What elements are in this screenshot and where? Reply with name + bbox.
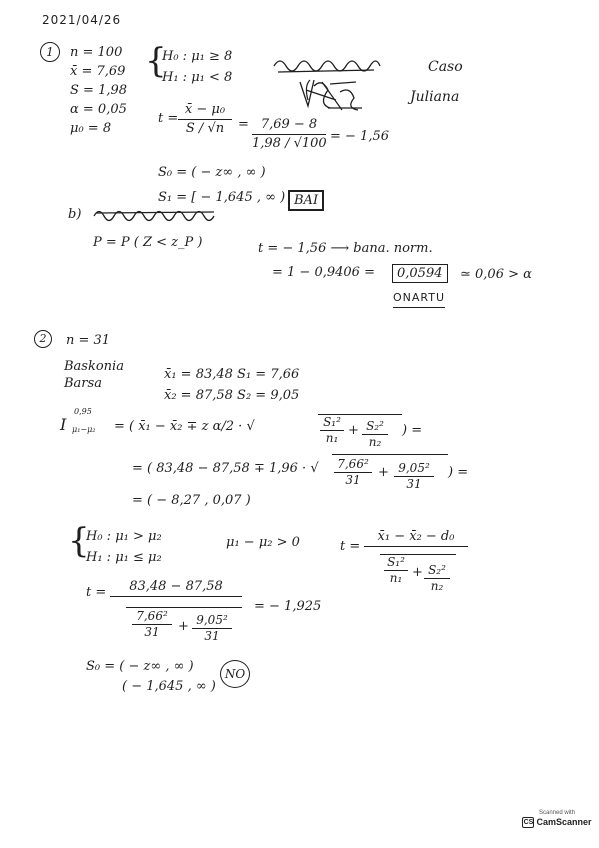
q1-given-s: S = 1,98 [70, 83, 128, 98]
q2-ci-line-2: = ( 83,48 − 87,58 ∓ 1,96 · √ [132, 461, 319, 476]
plus-sign: + [178, 619, 189, 634]
numerator: 9,05² [398, 461, 430, 475]
fraction-bar [252, 134, 326, 135]
q2-team-1: Baskonia [64, 359, 124, 374]
q2-difference: μ₁ − μ₂ > 0 [226, 535, 300, 550]
q1-answer-bai: BAI [288, 190, 324, 211]
q1-h1: H₁ : μ₁ < 8 [162, 70, 233, 85]
q2-team-2: Barsa [64, 376, 102, 391]
q2-t-calc [110, 580, 242, 599]
scribble-icon [92, 204, 218, 222]
q2-ci-frac-1 [320, 416, 344, 445]
q2-s1: ( − 1,645 , ∞ ) [122, 679, 216, 694]
q2-t-calc-label: t = [86, 585, 107, 600]
scribble-icon [270, 52, 382, 120]
q1-s1: S₁ = [ − 1,645 , ∞ ) [158, 190, 286, 205]
denominator: 31 [406, 477, 422, 492]
q1-p-value: 0,0594 [392, 264, 448, 283]
q1-h0: H₀ : μ₁ ≥ 8 [162, 49, 233, 64]
q1-p-calc: = 1 − 0,9406 = [272, 265, 375, 280]
plus-sign: + [412, 565, 423, 580]
numerator: 83,48 − 87,58 [129, 579, 223, 594]
plus-sign: + [378, 465, 389, 480]
q2-ci-formula: = ( x̄₁ − x̄₂ ∓ z α/2 · √ [114, 419, 255, 434]
q2-ci-label: I [60, 415, 67, 434]
q1-t-denominator: S / √n [185, 121, 225, 137]
q2-t-label: t = [340, 539, 361, 554]
numerator: S₂² [428, 563, 446, 577]
q1-t-arrow: t = − 1,56 ⟶ bana. norm. [258, 241, 433, 256]
q1-t-den-values: 1,98 / √100 [252, 136, 327, 152]
question-2-number: 2 [34, 330, 52, 348]
denominator: n₁ [389, 571, 403, 586]
q2-ci-frac-2 [362, 420, 388, 449]
q2-n: n = 31 [66, 333, 111, 348]
page-date: 2021/04/26 [42, 13, 122, 27]
q1-t-result: = − 1,56 [330, 129, 389, 144]
brace-icon: { [145, 41, 167, 81]
badge-brand-name: CamScanner [536, 817, 592, 827]
numerator: S₂² [366, 419, 384, 433]
q1-p-formula: P = P ( Z < z_P ) [93, 235, 203, 250]
q1-part-b: b) [68, 207, 82, 222]
badge-caption: Scanned with [538, 810, 576, 816]
brace-icon: { [68, 521, 90, 561]
denominator: n₂ [368, 435, 382, 450]
q2-row-1: x̄₁ = 83,48 S₁ = 7,66 [164, 367, 300, 382]
camscanner-badge [519, 810, 595, 840]
q2-t-calc-frac-1 [132, 610, 172, 639]
q2-ci2-frac-2 [394, 462, 434, 491]
denominator: n₁ [325, 431, 339, 446]
q1-p-compare: ≃ 0,06 > α [460, 267, 532, 282]
q2-t-result: = − 1,925 [254, 599, 322, 614]
q2-s0: S₀ = ( − z∞ , ∞ ) [86, 659, 194, 674]
q2-ci-parameter: μ₁−μ₂ [72, 425, 96, 434]
sqrt-bar [332, 454, 448, 455]
q1-given-mu0: μ₀ = 8 [70, 121, 112, 136]
denominator: 31 [345, 473, 361, 488]
q2-answer-no: NO [220, 660, 250, 688]
q2-h0: H₀ : μ₁ > μ₂ [86, 529, 162, 544]
q1-t-numerator: x̄ − μ₀ [184, 102, 226, 117]
camscanner-logo-icon: CS [523, 819, 534, 827]
q2-ci-level: 0,95 [74, 407, 92, 416]
q1-given-alpha: α = 0,05 [70, 102, 127, 117]
q1-given-mean: x̄ = 7,69 [70, 64, 126, 79]
q1-t-formula [178, 103, 232, 137]
denominator: 31 [204, 629, 220, 644]
numerator: 9,05² [196, 613, 228, 627]
q2-ci2-frac-1 [334, 458, 372, 487]
numerator: 7,66² [136, 609, 168, 623]
plus-sign: + [348, 423, 359, 438]
fraction-bar [178, 119, 232, 120]
fraction-bar [364, 546, 468, 547]
denominator: 31 [144, 625, 160, 640]
q2-t-formula [364, 530, 468, 549]
q2-row-2: x̄₂ = 87,58 S₂ = 9,05 [164, 388, 300, 403]
q1-conclusion: ONARTU [393, 292, 445, 308]
q2-ci-close: ) = [402, 423, 423, 438]
q1-t-num-values: 7,69 − 8 [260, 117, 318, 132]
q1-side-note-2: Juliana [410, 89, 460, 105]
question-1-number: 1 [40, 42, 60, 62]
q1-s0: S₀ = ( − z∞ , ∞ ) [158, 165, 266, 180]
q2-t-den-frac-2 [424, 564, 450, 593]
q1-side-note-1: Caso [428, 59, 463, 75]
badge-brand [519, 817, 595, 828]
q1-t-eq: = [238, 117, 249, 132]
sqrt-bar [126, 607, 242, 608]
q1-given-n: n = 100 [70, 45, 123, 60]
numerator: x̄₁ − x̄₂ − d₀ [377, 529, 455, 544]
fraction-bar [110, 596, 242, 597]
q1-t-label: t = [158, 111, 179, 126]
numerator: S₁² [387, 555, 405, 569]
q2-ci2-close: ) = [448, 465, 469, 480]
q2-t-den-frac-1 [384, 556, 408, 585]
denominator: n₂ [430, 579, 444, 594]
q2-ci-result: = ( − 8,27 , 0,07 ) [132, 493, 251, 508]
numerator: S₁² [323, 415, 341, 429]
q2-h1: H₁ : μ₁ ≤ μ₂ [86, 550, 162, 565]
numerator: 7,66² [337, 457, 369, 471]
q1-t-substituted [252, 118, 326, 152]
q2-t-calc-frac-2 [192, 614, 232, 643]
